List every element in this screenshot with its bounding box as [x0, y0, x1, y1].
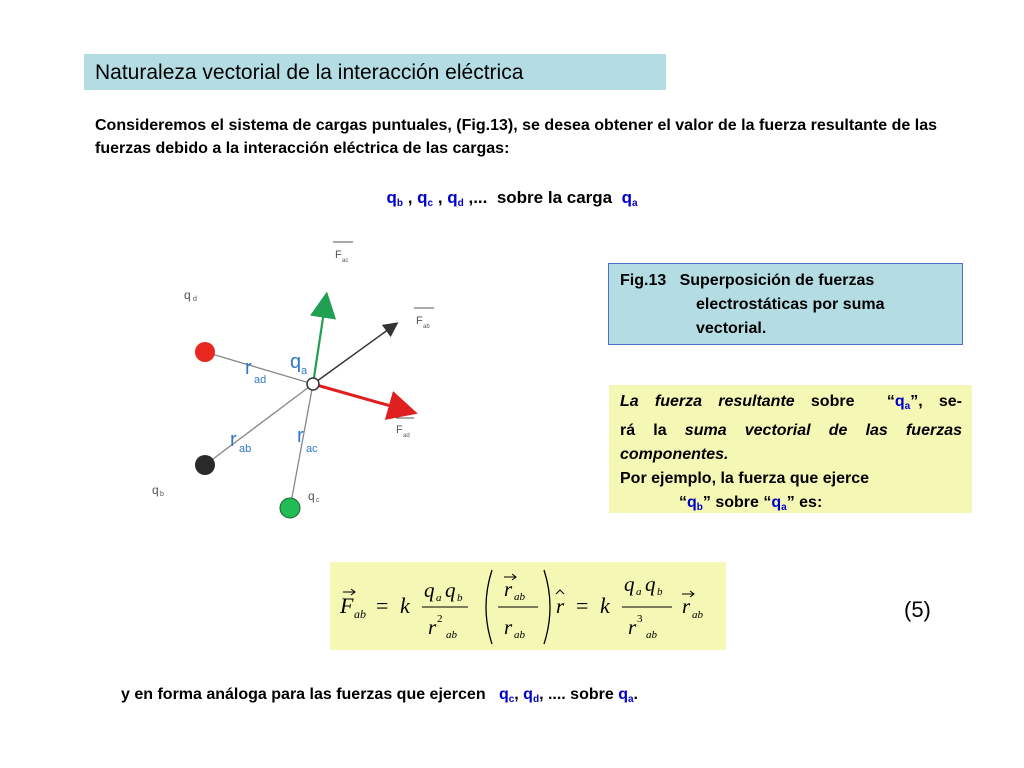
- svg-text:a: a: [636, 586, 642, 598]
- coulomb-equation: [330, 562, 726, 650]
- svg-text:q: q: [445, 578, 456, 602]
- caption-line-2: electrostáticas por suma: [696, 296, 885, 313]
- svg-text:F: F: [335, 249, 342, 261]
- force-diagram: [150, 228, 450, 538]
- svg-text:ab: ab: [423, 324, 430, 330]
- svg-text:k: k: [600, 593, 610, 618]
- coulomb-equation-box: [330, 562, 726, 650]
- svg-text:b: b: [457, 592, 463, 604]
- label-f-ab: [414, 308, 434, 330]
- charge-qb: $q_b$: [386, 188, 403, 209]
- svg-text:ac: ac: [306, 443, 318, 455]
- label-r-ad: [245, 357, 266, 386]
- svg-text:a: a: [436, 592, 442, 604]
- svg-text:q: q: [184, 288, 191, 302]
- resultant-force-note: La fuerza resultante sobre “$q_a$”, se- rá la suma vectorial de las fuerzas componentes. Por ejemplo, la fuerza que ejerce “$q_b$” sobre “$q_a$” es:: [609, 385, 972, 513]
- svg-text:ab: ab: [446, 629, 457, 641]
- svg-text:2: 2: [437, 613, 443, 625]
- charges-subline: $q_b$ , $q_c$ , $q_d$ ,... sobre la carga $q_a$: [386, 188, 638, 209]
- svg-text:q: q: [624, 572, 635, 596]
- intro-paragraph: Consideremos el sistema de cargas puntuales, (Fig.13), se desea obtener el valor de la fuerza resultante de las fuerzas debido a la interacción eléctrica de las cargas:: [95, 117, 937, 157]
- svg-text:r: r: [556, 594, 565, 618]
- svg-text:b: b: [657, 586, 663, 598]
- svg-text:ab: ab: [514, 591, 525, 603]
- caption-line-3: vectorial.: [696, 320, 767, 337]
- svg-text:ad: ad: [254, 374, 267, 386]
- arrow-f-ab: [313, 324, 396, 384]
- svg-text:ad: ad: [403, 433, 410, 439]
- svg-text:r: r: [230, 429, 237, 451]
- svg-text:ab: ab: [239, 443, 252, 455]
- label-f-ad: [396, 418, 414, 439]
- charge-qa: $q_a$: [621, 188, 638, 209]
- svg-text:q: q: [424, 578, 435, 602]
- equation-number: (5): [904, 597, 931, 622]
- label-q-b: [152, 483, 164, 498]
- charge-d-dot: [195, 342, 215, 362]
- svg-text:ac: ac: [342, 258, 349, 264]
- svg-text:b: b: [160, 491, 164, 498]
- label-q-d: [184, 288, 197, 303]
- svg-text:c: c: [316, 497, 320, 504]
- svg-text:ab: ab: [646, 629, 657, 641]
- label-f-ac: [333, 242, 353, 264]
- svg-text:q: q: [645, 572, 656, 596]
- bottom-line: y en forma análoga para las fuerzas que ejercen $q_c$, $q_d$, .... sobre $q_a$.: [121, 686, 638, 705]
- svg-text:r: r: [682, 594, 691, 618]
- charge-a-dot: [307, 378, 319, 390]
- svg-text:q: q: [308, 489, 315, 503]
- charge-c-dot: [280, 498, 300, 518]
- charge-b-dot: [195, 455, 215, 475]
- arrow-f-ad: [313, 384, 412, 412]
- svg-text:q: q: [290, 351, 302, 373]
- svg-text:=: =: [376, 593, 389, 618]
- svg-text:F: F: [396, 424, 403, 436]
- svg-text:F: F: [340, 593, 354, 618]
- label-q-a: [290, 351, 308, 377]
- page-title: Naturaleza vectorial de la interacción eléctrica: [95, 61, 524, 84]
- svg-text:r: r: [297, 425, 304, 447]
- svg-text:k: k: [400, 593, 410, 618]
- svg-text:ab: ab: [514, 629, 525, 641]
- svg-text:r: r: [245, 357, 252, 379]
- svg-text:ab: ab: [354, 607, 366, 621]
- svg-text:ab: ab: [692, 609, 703, 621]
- svg-text:d: d: [193, 296, 197, 303]
- figure-label: Fig.13: [620, 272, 667, 289]
- caption-line-1: Superposición de fuerzas: [679, 272, 875, 289]
- svg-text:=: =: [576, 593, 589, 618]
- svg-text:a: a: [301, 365, 308, 377]
- svg-text:r: r: [428, 615, 437, 639]
- svg-text:q: q: [152, 483, 159, 497]
- title-banner: [84, 54, 666, 90]
- svg-text:r: r: [504, 577, 513, 601]
- arrow-f-ac: [313, 298, 326, 384]
- charge-qd: $q_d$: [447, 188, 464, 209]
- svg-text:3: 3: [637, 613, 643, 625]
- figure-caption-box: [608, 263, 963, 345]
- svg-text:F: F: [416, 315, 423, 327]
- label-q-c: [308, 489, 320, 504]
- svg-text:r: r: [628, 615, 637, 639]
- svg-text:r: r: [504, 615, 513, 639]
- charge-qc: $q_c$: [417, 188, 434, 209]
